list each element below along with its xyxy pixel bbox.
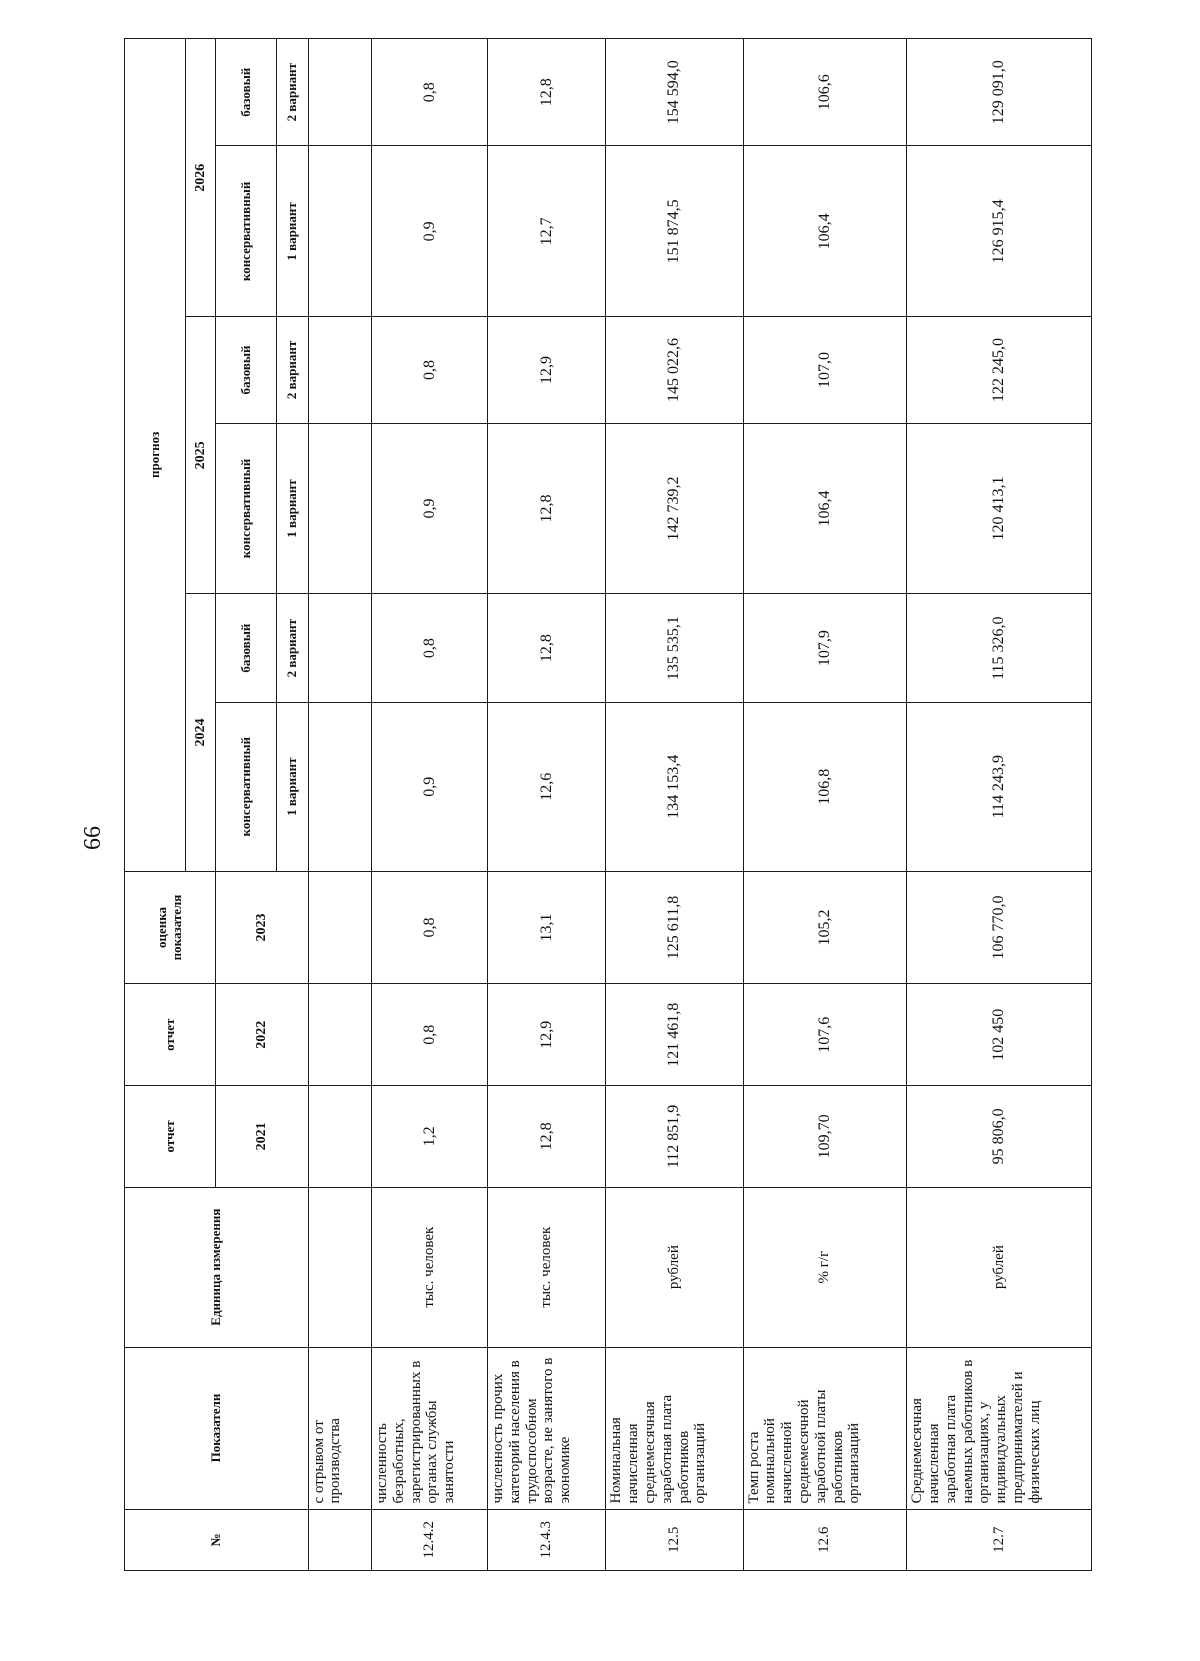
cell-2022: 12,9 xyxy=(488,984,606,1086)
header-conservative-2025: консервативный xyxy=(215,423,276,594)
cell-2024-v1 xyxy=(308,702,371,871)
row-number: 12.4.3 xyxy=(488,1509,606,1570)
cell-2026-v2: 106,6 xyxy=(743,39,907,146)
header-report-2021: отчет xyxy=(125,1086,216,1188)
cell-2024-v2 xyxy=(308,594,371,702)
cell-2021: 112 851,9 xyxy=(606,1086,743,1188)
cell-2021: 12,8 xyxy=(488,1086,606,1188)
cell-2025-v1: 142 739,2 xyxy=(606,423,743,594)
header-base-2025: базовый xyxy=(215,317,276,423)
cell-2025-v2 xyxy=(308,317,371,423)
row-unit: тыс. человек xyxy=(371,1187,487,1347)
row-indicator: численность безработных, зарегистрированных в органах службы занятости xyxy=(371,1347,487,1509)
table-row xyxy=(371,39,487,1571)
header-year-2022: 2022 xyxy=(215,984,308,1086)
cell-2023: 125 611,8 xyxy=(606,871,743,984)
header-year-2025: 2025 xyxy=(186,317,216,594)
cell-2022: 121 461,8 xyxy=(606,984,743,1086)
row-number: 12.5 xyxy=(606,1509,743,1570)
cell-2026-v1: 0,9 xyxy=(371,146,487,317)
table-row xyxy=(488,39,606,1571)
header-year-2023: 2023 xyxy=(215,871,308,984)
cell-2026-v2 xyxy=(308,39,371,146)
header-no: № xyxy=(125,1509,309,1570)
header-forecast: прогноз xyxy=(125,39,186,872)
cell-2026-v2: 12,8 xyxy=(488,39,606,146)
cell-2026-v2: 154 594,0 xyxy=(606,39,743,146)
row-indicator: численность прочих категорий населения в трудоспособном возрасте, не занятого в экономике xyxy=(488,1347,606,1509)
cell-2022: 0,8 xyxy=(371,984,487,1086)
header-unit: Единица измерения xyxy=(125,1187,309,1347)
row-number: 12.4.2 xyxy=(371,1509,487,1570)
cell-2023: 106 770,0 xyxy=(907,871,1092,984)
cell-2024-v2: 0,8 xyxy=(371,594,487,702)
cell-2025-v1: 0,9 xyxy=(371,423,487,594)
cell-2025-v2: 107,0 xyxy=(743,317,907,423)
forecast-table-area xyxy=(124,38,1200,1559)
cell-2026-v2: 0,8 xyxy=(371,39,487,146)
cell-2026-v1: 12,7 xyxy=(488,146,606,317)
cell-2026-v1 xyxy=(308,146,371,317)
header-variant1-2026: 1 вариант xyxy=(276,146,308,317)
cell-2025-v1 xyxy=(308,423,371,594)
cell-2021: 1,2 xyxy=(371,1086,487,1188)
cell-2024-v2: 107,9 xyxy=(743,594,907,702)
cell-2024-v2: 12,8 xyxy=(488,594,606,702)
row-number xyxy=(308,1509,371,1570)
table-row xyxy=(907,39,1092,1571)
row-unit: тыс. человек xyxy=(488,1187,606,1347)
row-indicator: с отрывом от производства xyxy=(308,1347,371,1509)
cell-2021: 109,70 xyxy=(743,1086,907,1188)
header-variant2-2026: 2 вариант xyxy=(276,39,308,146)
row-indicator: Темп роста номинальной начисленной среднемесячной заработной платы работников организаций xyxy=(743,1347,907,1509)
cell-2025-v1: 12,8 xyxy=(488,423,606,594)
cell-2025-v2: 122 245,0 xyxy=(907,317,1092,423)
header-variant2-2025: 2 вариант xyxy=(276,317,308,423)
row-number: 12.7 xyxy=(907,1509,1092,1570)
header-year-2026: 2026 xyxy=(186,39,216,317)
header-variant1-2024: 1 вариант xyxy=(276,702,308,871)
cell-2024-v1: 12,6 xyxy=(488,702,606,871)
row-unit: % г/г xyxy=(743,1187,907,1347)
cell-2021 xyxy=(308,1086,371,1188)
header-conservative-2026: консервативный xyxy=(215,146,276,317)
page-number: 66 xyxy=(80,826,106,850)
cell-2023: 105,2 xyxy=(743,871,907,984)
header-year-2021: 2021 xyxy=(215,1086,308,1188)
cell-2024-v1: 134 153,4 xyxy=(606,702,743,871)
row-indicator: Номинальная начисленная среднемесячная заработная плата работников организаций xyxy=(606,1347,743,1509)
cell-2024-v1: 106,8 xyxy=(743,702,907,871)
cell-2023: 13,1 xyxy=(488,871,606,984)
cell-2026-v1: 126 915,4 xyxy=(907,146,1092,317)
row-unit xyxy=(308,1187,371,1347)
header-estimate-2023: оценка показателя xyxy=(125,871,216,984)
cell-2025-v2: 0,8 xyxy=(371,317,487,423)
header-base-2026: базовый xyxy=(215,39,276,146)
cell-2025-v2: 12,9 xyxy=(488,317,606,423)
row-unit: рублей xyxy=(907,1187,1092,1347)
table-row xyxy=(606,39,743,1571)
cell-2022: 102 450 xyxy=(907,984,1092,1086)
cell-2024-v2: 135 535,1 xyxy=(606,594,743,702)
cell-2024-v1: 114 243,9 xyxy=(907,702,1092,871)
table-row xyxy=(308,39,371,1571)
header-report-2022: отчет xyxy=(125,984,216,1086)
cell-2023 xyxy=(308,871,371,984)
cell-2022: 107,6 xyxy=(743,984,907,1086)
cell-2024-v2: 115 326,0 xyxy=(907,594,1092,702)
header-indicator: Показатели xyxy=(125,1347,309,1509)
header-conservative-2024: консервативный xyxy=(215,702,276,871)
cell-2021: 95 806,0 xyxy=(907,1086,1092,1188)
cell-2026-v1: 151 874,5 xyxy=(606,146,743,317)
cell-2024-v1: 0,9 xyxy=(371,702,487,871)
header-row-1 xyxy=(125,39,186,1571)
cell-2025-v2: 145 022,6 xyxy=(606,317,743,423)
row-unit: рублей xyxy=(606,1187,743,1347)
cell-2025-v1: 106,4 xyxy=(743,423,907,594)
header-variant2-2024: 2 вариант xyxy=(276,594,308,702)
header-variant1-2025: 1 вариант xyxy=(276,423,308,594)
table-row xyxy=(743,39,907,1571)
cell-2023: 0,8 xyxy=(371,871,487,984)
forecast-table xyxy=(124,38,1092,1571)
row-indicator: Среднемесячная начисленная заработная плата наемных работников в организациях, у индивидуальных предпринимателей и физических лиц xyxy=(907,1347,1092,1509)
row-number: 12.6 xyxy=(743,1509,907,1570)
cell-2026-v1: 106,4 xyxy=(743,146,907,317)
cell-2026-v2: 129 091,0 xyxy=(907,39,1092,146)
header-base-2024: базовый xyxy=(215,594,276,702)
cell-2025-v1: 120 413,1 xyxy=(907,423,1092,594)
cell-2022 xyxy=(308,984,371,1086)
header-year-2024: 2024 xyxy=(186,594,216,871)
